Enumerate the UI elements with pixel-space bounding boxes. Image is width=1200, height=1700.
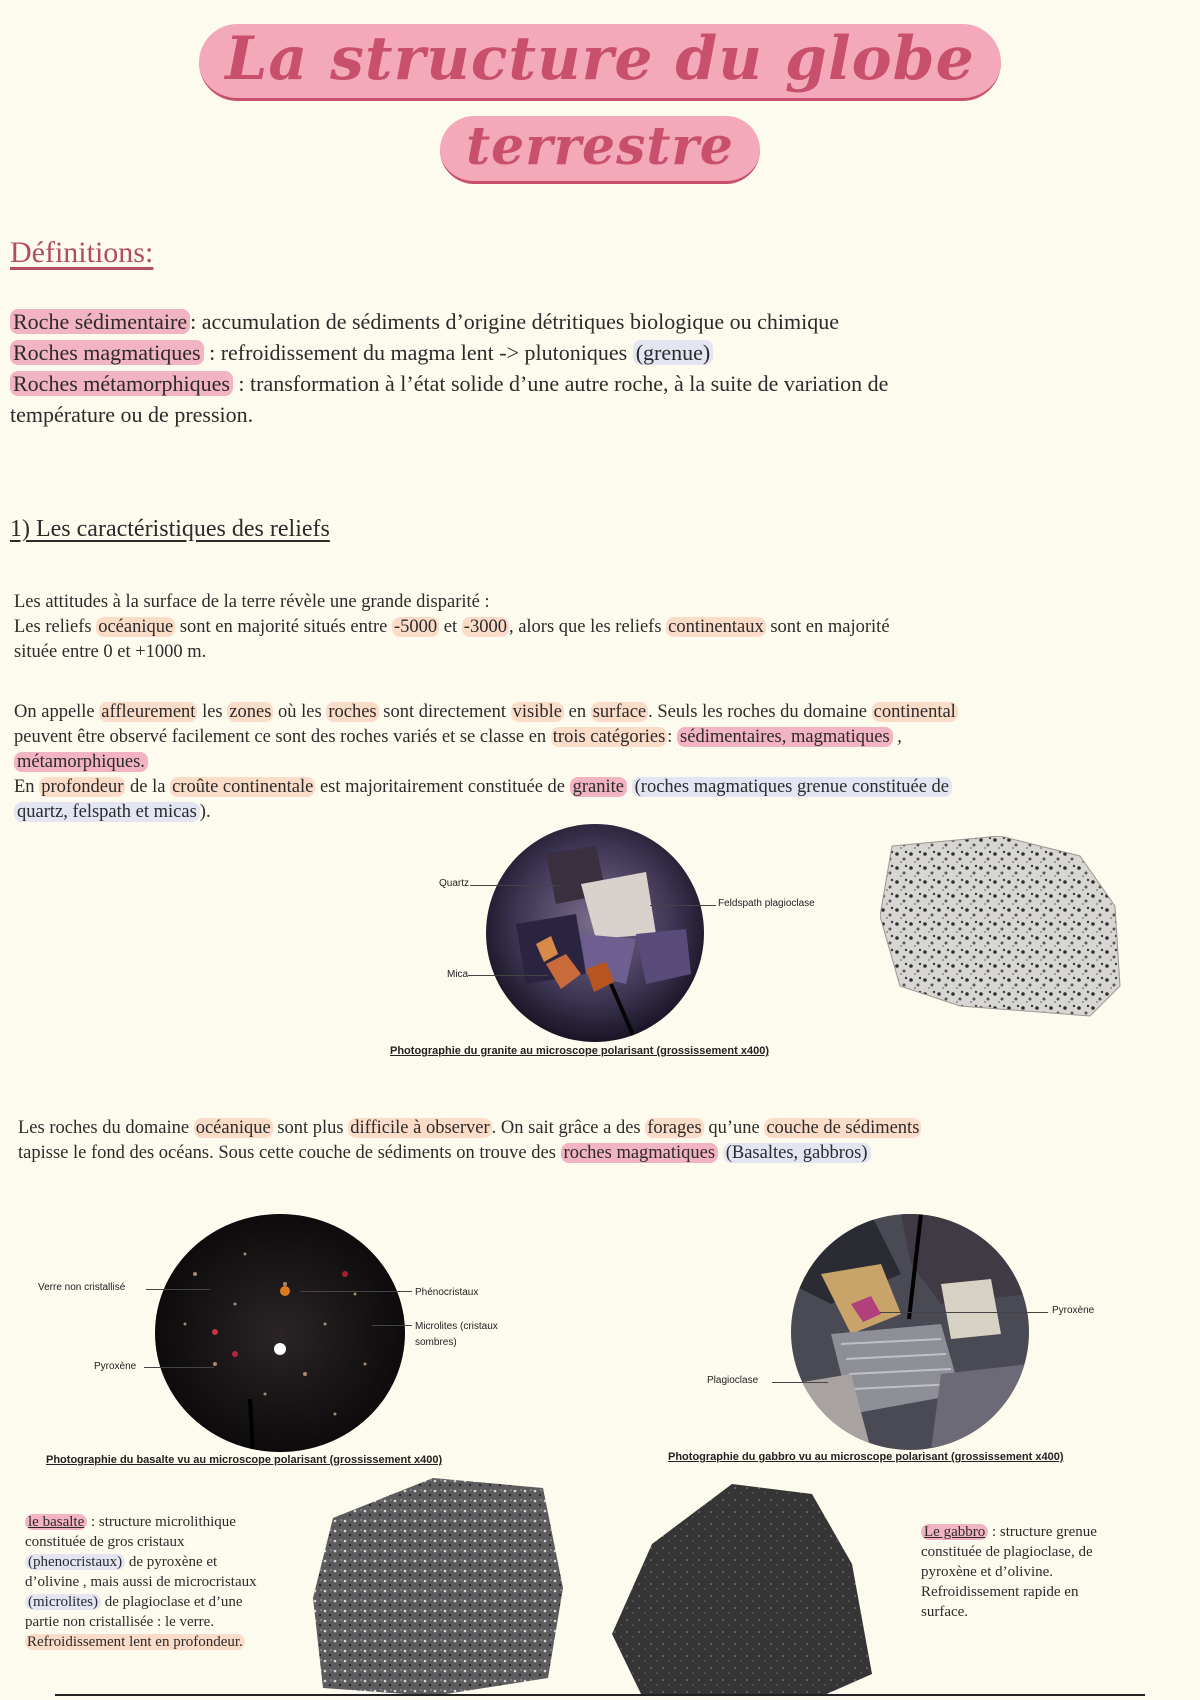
basalt-caption: Photographie du basalte vu au microscope polarisant (grossissement x400) <box>46 1454 443 1466</box>
paragraph-oceanic: Les roches du domaine océanique sont plus difficile à observer . On sait grâce a des forages qu’une couche de sédiments tapisse le fond des océans. Sous cette couche de sédiments on trouve des roches magmatiques (Basaltes, gabbros) <box>18 1118 920 1163</box>
leader-line <box>470 885 560 886</box>
label-verre: Verre non cristallisé <box>38 1282 126 1293</box>
leader-line <box>650 905 716 906</box>
leader-line <box>880 1312 1048 1313</box>
page-title: La structure du globe <box>0 24 1200 101</box>
gabbro-description: Le gabbro : structure grenue constituée de plagioclase, de pyroxène et d’olivine. Refroidissement rapide en surface. <box>921 1524 1097 1620</box>
paragraph-affleurement: On appelle affleurement les zones où les roches sont directement visible en surface . Seuls les roches du domaine continental peuvent être observé facilement ce sont des roches variés et se classe en trois catégories : sédimentaires, magmatiques , métamorphiques. En profondeur de la croûte continentale est majoritairement constituée de granite (roches magmatiques grenue constituée de quartz, felspath et micas ). <box>14 702 956 822</box>
label-pyroxene-basalt: Pyroxène <box>94 1361 137 1372</box>
basalt-rock-photo <box>313 1478 563 1696</box>
label-phenocristaux: Phénocristaux <box>415 1287 479 1298</box>
basalt-description: le basalte : structure microlithique constituée de gros cristaux (phenocristaux) de pyroxène et d’olivine , mais aussi de microcristaux (microlites) de plagioclase et d’une partie non cristallisée : le verre. Refroidissement lent en profondeur. <box>25 1514 257 1650</box>
leader-line <box>144 1367 214 1368</box>
label-plagioclase: Plagioclase <box>707 1375 759 1386</box>
granite-rock-photo <box>880 836 1125 1020</box>
leader-line <box>772 1382 828 1383</box>
gabbro-microscope-photo <box>791 1214 1029 1450</box>
gabbro-rock-photo <box>612 1484 872 1696</box>
leader-line <box>146 1289 210 1290</box>
label-microlites: Microlites (cristaux sombres) <box>415 1321 498 1348</box>
label-feldspath: Feldspath plagioclase <box>718 898 815 909</box>
basalt-microscope-photo <box>155 1214 405 1452</box>
definitions-list <box>10 306 1180 430</box>
leader-line <box>468 975 548 976</box>
leader-line <box>372 1325 412 1326</box>
definition-item: Roches magmatiques : refroidissement du magma lent -> plutoniques (grenue) <box>10 337 1180 368</box>
label-pyroxene-gabbro: Pyroxène <box>1052 1305 1095 1316</box>
granite-microscope-photo <box>486 824 704 1042</box>
gabbro-caption: Photographie du gabbro vu au microscope polarisant (grossissement x400) <box>668 1451 1064 1463</box>
label-quartz: Quartz <box>439 878 470 889</box>
definitions-heading: Définitions: <box>10 236 154 269</box>
bottom-divider <box>55 1694 1145 1696</box>
definition-item: Roches métamorphiques : transformation à l’état solide d’une autre roche, à la suite de variation de <box>10 368 1180 399</box>
label-mica: Mica <box>447 969 469 980</box>
leader-line <box>300 1291 412 1292</box>
definition-item-cont: température ou de pression. <box>10 402 254 427</box>
paragraph-reliefs: Les attitudes à la surface de la terre révèle une grande disparité : Les reliefs océanique sont en majorité situés entre -5000 et -3000 , alors que les reliefs continentaux sont en majorité située entre 0 et +1000 m. <box>14 592 890 662</box>
page-title-line2: terrestre <box>0 116 1200 184</box>
section-heading: 1) Les caractéristiques des reliefs <box>10 516 330 542</box>
definition-item: Roche sédimentaire : accumulation de sédiments d’origine détritiques biologique ou chimique <box>10 306 1180 337</box>
granite-caption: Photographie du granite au microscope polarisant (grossissement x400) <box>390 1045 769 1057</box>
